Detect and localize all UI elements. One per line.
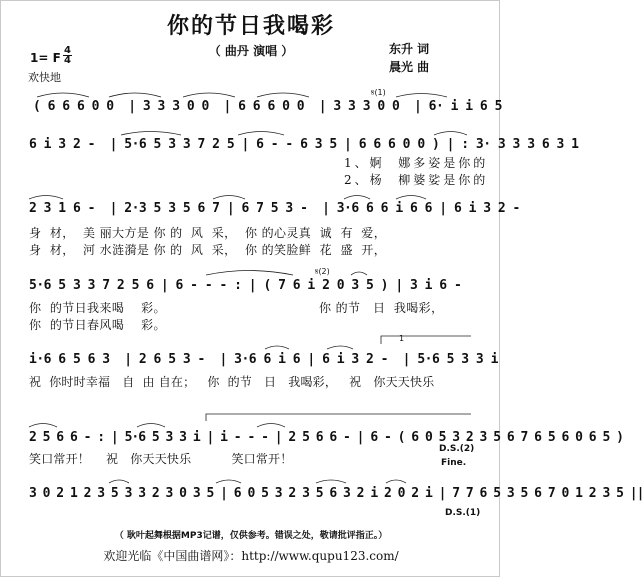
slur-marks xyxy=(1,1,501,578)
staff-line-6: 2 5 6 6 - : | 5·6 5 3 3 i | i - - - | 2 5 6 6 - | 6 - ( 6 0 5 3 2 3 5 6 7 6 5 6 0 6 5 ) xyxy=(29,430,623,445)
lyricist-credit: 东升 词 xyxy=(389,42,430,56)
lyric-line-4a: 你 的节日我来喝 彩。 xyxy=(29,301,166,315)
ds1-marking: D.S.(1) xyxy=(445,508,481,518)
lyric-line-5: 祝 你时时幸福 自 由 自在； 你 的节 日 我喝彩， 祝 你天天快乐 xyxy=(29,375,435,389)
fine-marking: Fine. xyxy=(441,458,467,468)
staff-line-5: i·6 6 5 6 3 | 2 6 5 3 - | 3·6 6 i 6 | 6 i 3 2 - | 5·6 5 3 3 i xyxy=(29,352,498,367)
lyric-line-3b: 身 材， 河 水涟漪是 你 的 风 采， 你 的笑脸鲜 花 盛 开， xyxy=(29,243,387,257)
staff-line-2: 6 i 3 2 - | 5·6 5 3 3 7 2 5 | 6 - - 6 3 5 | 6 6 6 0 0 ) | : 3· 3 3 3 6 3 1 xyxy=(29,137,579,152)
lyric-line-2a: 1、婀 娜多姿是你的 xyxy=(344,156,489,170)
staff-line-4: 5·6 5 3 3 7 2 5 6 | 6 - - - : | ( 7 6 i 2 0 3 5 ) | 3 i 6 - xyxy=(29,278,462,293)
staff-line-1: ( 6 6 6 0 0 | 3 3 3 0 0 | 6 6 6 0 0 | 3 3 3 0 0 | 6· i i 6 5 xyxy=(33,99,502,114)
key-signature: 1= F xyxy=(30,51,61,65)
segno-1-mark: 𝄋(1) xyxy=(371,88,386,97)
segno-2-mark: 𝄋(2) xyxy=(315,267,330,276)
time-signature-bottom: 4 xyxy=(64,55,71,66)
lyric-line-4-right: 你 的节 日 我喝彩， xyxy=(319,301,444,315)
composer-credit: 晨光 曲 xyxy=(389,60,430,74)
time-signature-top: 4 xyxy=(64,45,71,56)
staff-line-7: 3 0 2 1 2 3 5 3 3 2 3 0 3 5 | 6 0 5 3 2 3 5 6 3 2 i 2 0 2 i | 7 7 6 5 3 5 6 7 0 1 2 3 5 || xyxy=(29,486,643,501)
lyric-line-3a: 身 材， 美 丽大方是 你 的 风 采， 你 的心灵真 诚 有 爱， xyxy=(29,226,387,240)
transcriber-note: （ 耿叶起舞根据MP3记谱，仅供参考。错误之处，敬请批评指正。） xyxy=(114,531,388,541)
lyric-line-6: 笑口常开！ 祝 你天天快乐 笑口常开！ xyxy=(29,452,293,466)
performer-credit: （ 曲丹 演唱 ） xyxy=(208,44,294,58)
website-credit: 欢迎光临《中国曲谱网》：http://www.qupu123.com/ xyxy=(103,549,399,563)
ds2-marking: D.S.(2) xyxy=(439,444,475,454)
lyric-line-2b: 2、杨 柳婆娑是你的 xyxy=(344,173,489,187)
volta-number: 1 xyxy=(399,334,405,343)
staff-line-3: 2 3 1 6 - | 2·3 5 3 5 6 7 | 6 7 5 3 - | 3·6 6 6 i 6 6 | 6 i 3 2 - xyxy=(29,201,520,216)
tempo-marking: 欢快地 xyxy=(28,71,61,84)
lyric-line-4b: 你 的节日春风喝 彩。 xyxy=(29,318,166,332)
song-title: 你的节日我喝彩 xyxy=(166,13,335,39)
